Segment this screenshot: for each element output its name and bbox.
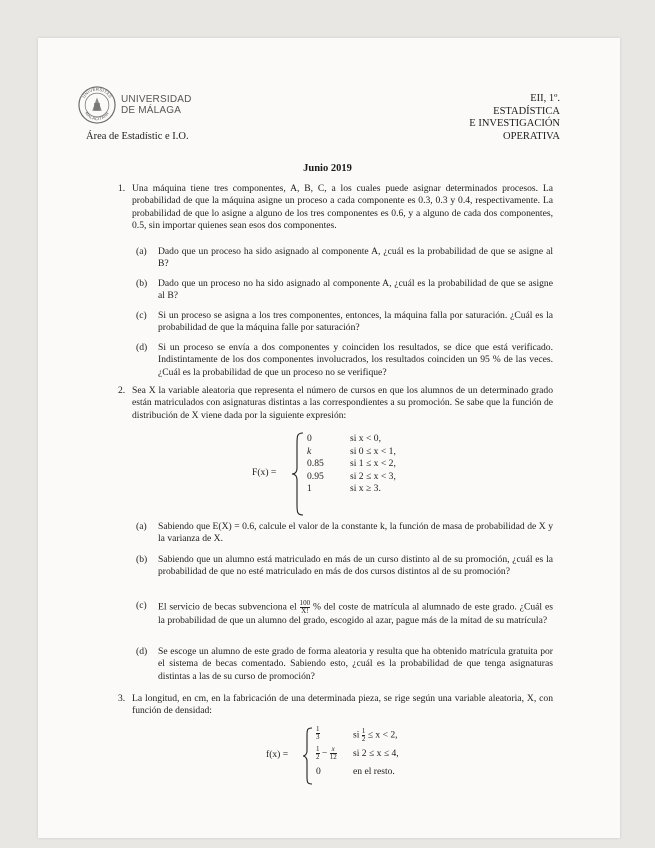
question-1c-text: Si un proceso se asigna a los tres componentes, entonces, la máquina falla por saturación. ¿Cuál es la probabilidad de que la máquina falle por saturación? [158,310,553,334]
f-row-1-den: 3 [316,733,320,741]
question-1b-label: (b) [136,278,148,289]
F-row-3-value: 0.85 [307,458,324,470]
question-3-number: 3. [118,693,126,704]
question-2c-text-post: % del coste de matrícula al alumnado de este grado. ¿Cuál es la probabilidad de que un alumno del grado, escogido al azar, pague más de la mitad de su matrícula? [158,601,553,626]
subject-line2: E INVESTIGACIÓN [469,118,560,129]
f-row-2-frac-a [316,746,320,761]
question-3 [118,693,553,718]
F-row-3-cond: si 1 ≤ x < 2, [350,458,396,470]
f-row-3-cond: en el resto. [353,766,395,777]
question-2c-frac-den: X! [301,607,309,615]
question-1-number: 1. [118,183,126,194]
question-1-text: Una máquina tiene tres componentes, A, B, C, a los cuales puede asignar determinados procesos. La probabilidad de que la máquina asigne un proceso a cada componente es 0.3, 0.3 y 0.4, respectivamente. La probabilidad de que lo asigne a alguno de los tres componentes es 0.6, y a alguno de cada dos componentes, 0.5, sin importar quienes sean esos dos componentes. [132,183,553,231]
F-row-5-cond: si x ≥ 3. [350,483,381,495]
university-name-line1: UNIVERSIDAD [121,94,192,105]
f-row-2-cond: si 2 ≤ x ≤ 4, [353,748,399,759]
question-2a-label: (a) [136,521,147,532]
question-1d-text: Si un proceso se envía a dos componentes y coinciden los resultados, se dice que está verificado. Indistintamente de los dos componentes involucrados, los resultados coinciden un 95 % de las veces. ¿Cuál es la probabilidad de que un proceso no se verifique? [158,342,553,378]
question-1d-label: (d) [136,342,148,353]
F-conditions [350,433,396,496]
f-row-1-cond [353,728,398,743]
question-2-number: 2. [118,385,126,396]
university-seal-logo [78,86,116,124]
question-1c [136,310,553,335]
svg-text:MALACITANA [84,111,110,122]
distribution-function-lhs: F(x) = [252,467,277,478]
f-row-2-a-num: 1 [316,745,320,753]
f-row-2-b-den: 12 [329,753,337,761]
F-row-2-value: k [307,445,312,457]
F-values [307,433,324,496]
question-2a [136,521,553,546]
f-row-2-value [316,746,337,761]
question-1a-text: Dado que un proceso ha sido asignado al componente A, ¿cuál es la probabilidad de que se asigne al B? [158,246,553,270]
course-line: EII, 1º. [530,93,560,104]
f-row-3-value: 0 [316,766,321,777]
subject-line3: OPERATIVA [503,130,560,142]
F-row-5-value: 1 [307,483,312,495]
question-1b-text: Dado que un proceso no ha sido asignado al componente A, ¿cuál es la probabilidad de que se asigne al B? [158,278,553,302]
question-2c-text-pre: El servicio de becas subvenciona el [158,601,297,613]
question-3-text: La longitud, en cm, en la fabricación de una determinada pieza, se rige según una variable aleatoria, X, con función de densidad: [132,693,553,717]
f-row-1-cond-frac [362,728,366,743]
f-row-2-b-num: x [331,745,335,753]
question-2-text: Sea X la variable aleatoria que representa el número de cursos en que los alumnos de un determinado grado están matriculados con asignaturas distintas a las correspondientes a su promoción. Se sabe que la función de distribución de X viene dada por la siguiente expresión: [132,385,553,421]
university-name [121,94,192,116]
F-row-1-value: 0 [307,433,312,444]
f-row-1-value [316,726,320,744]
f-row-1-cond-num: 1 [361,727,366,735]
subject-line1: ESTADÍSTICA [493,105,560,117]
left-brace-icon [291,432,305,516]
logo-ring-bottom-text: MALACITANA [84,110,110,122]
department-label [469,93,560,143]
question-2b [136,554,553,579]
question-2c-fraction [300,600,311,615]
university-name-line2: DE MÁLAGA [121,105,182,116]
question-1b [136,278,553,303]
question-1a [136,246,553,271]
question-2b-text: Sabiendo que un alumno está matriculado en más de un curso distinto al de su promoción, ¿cuál es la probabilidad de que no esté matriculado en más de dos cursos distintos al de su promoción? [158,554,553,578]
f-row-2-minus: − [321,747,328,759]
question-1c-label: (c) [136,310,147,321]
question-2d-label: (d) [136,646,148,657]
exam-page [38,38,620,838]
F-row-4-cond: si 2 ≤ x < 3, [350,470,396,482]
f-row-1-cond-den: 2 [361,735,366,743]
f-row-1-frac [316,726,320,741]
f-row-1-cond-post: ≤ x < 2, [367,729,398,741]
question-2b-label: (b) [136,554,148,565]
f-row-2-frac-b [330,746,337,761]
F-row-4-value: 0.95 [307,470,324,482]
question-1 [118,183,553,232]
question-2a-text: Sabiendo que E(X) = 0.6, calcule el valor de la constante k, la función de masa de probabilidad de X y la varianza de X. [158,521,553,545]
density-function-lhs: f(x) = [266,749,289,760]
logo-ring-top-text: UNIVERSITAS [81,86,113,99]
question-2c [136,599,553,627]
question-2 [118,385,553,422]
question-1a-label: (a) [136,246,147,257]
exam-date: Junio 2019 [303,163,352,174]
question-1d [136,342,553,379]
F-row-1-cond: si x < 0, [350,433,381,444]
F-row-2-cond: si 0 ≤ x < 1, [350,445,396,457]
f-row-1-num: 1 [316,725,320,733]
f-row-1-cond-pre: si [353,729,360,741]
f-row-2-a-den: 2 [316,753,320,761]
question-2d-text: Se escoge un alumno de este grado de forma aleatoria y resulta que ha obtenido matrícula gratuita por el sistema de becas comentado. Sabiendo esto, ¿cuál es la probabilidad de que tenga asignaturas distintas a las de su curso de promoción? [158,646,553,682]
question-2d [136,646,553,683]
left-brace-icon-2 [302,727,314,785]
question-2c-frac-num: 100 [299,599,311,607]
question-2c-label: (c) [136,600,147,611]
area-label: Área de Estadístic e I.O. [86,131,189,142]
